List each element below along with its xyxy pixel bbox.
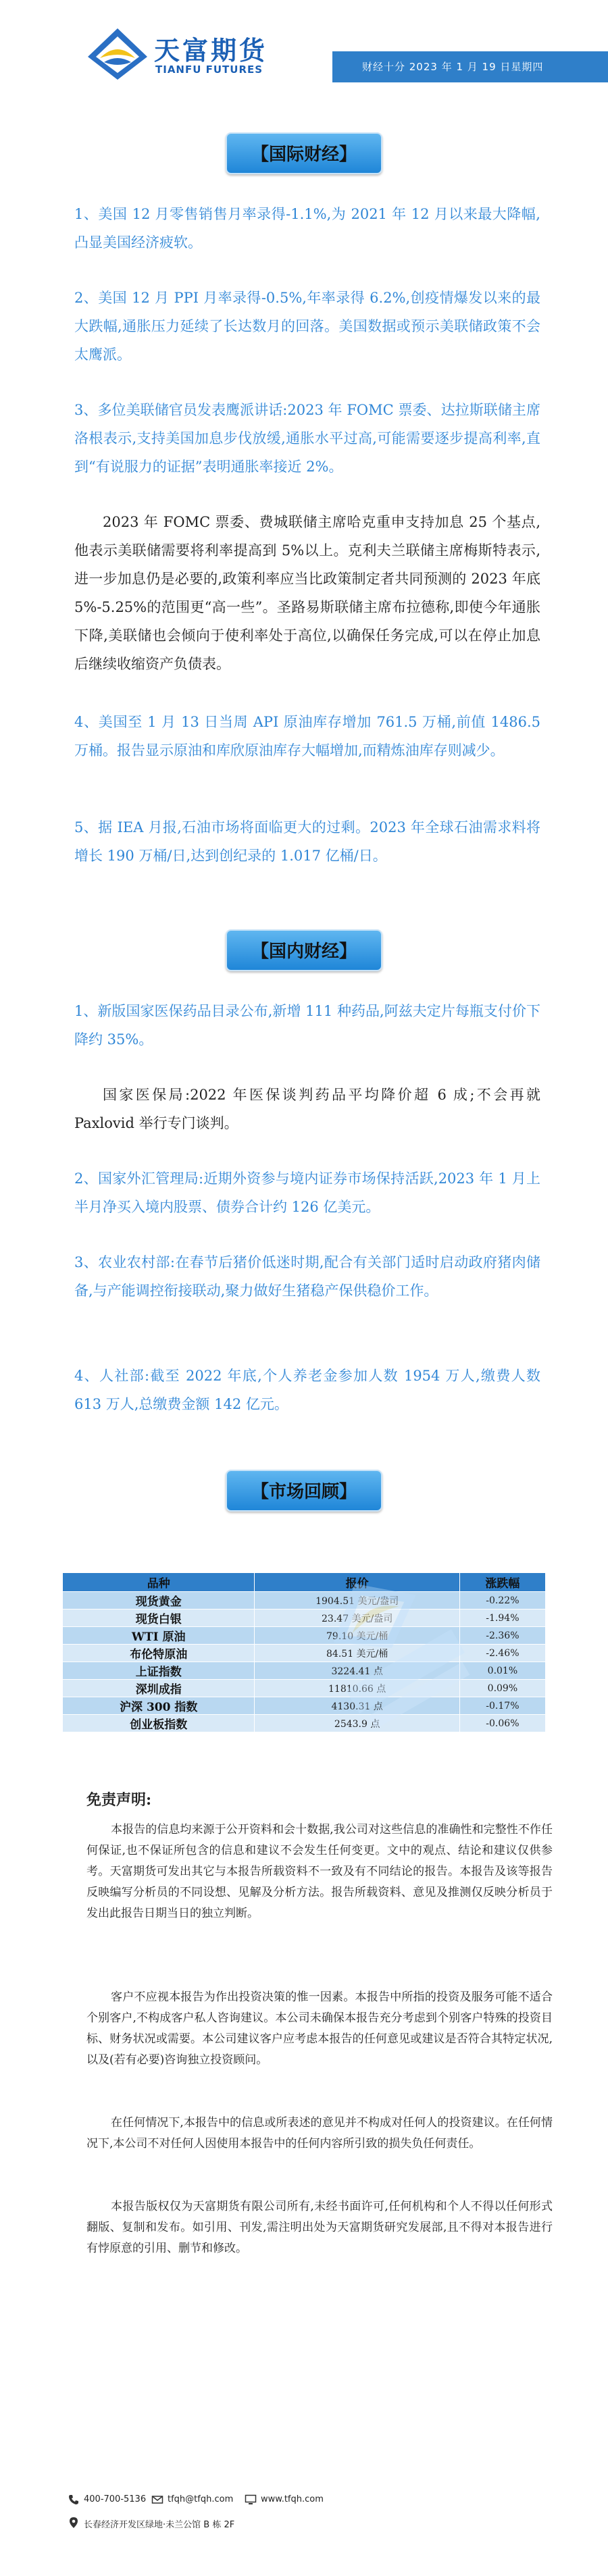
instrument-name: 深圳成指 <box>63 1680 255 1697</box>
domestic-news-1: 1、新版国家医保药品目录公布,新增 111 种药品,阿兹夫定片每瓶支付价下降约 35%。 <box>74 1003 540 1048</box>
footer-website[interactable]: www.tfqh.com <box>261 2494 324 2504</box>
disclaimer-paragraph-1: 本报告的信息均来源于公开资料和会十数据,我公司对这些信息的准确性和完整性不作任何保证,也不保证所包含的信息和建议不会发生任何变更。文中的观点、结论和建议仅供参考。天富期货可发出其它与本报告所载资料不一致及有不同结论的报告。本报告及该等报告反映编写分析员的不同设想、见解及分析方法。报告所载资料、意见及推测仅反映分析员于发出此报告日期当日的独立判断。 <box>86 1823 553 1920</box>
table-row <box>63 1662 546 1680</box>
intl-news-4: 4、美国至 1 月 13 日当周 API 原油库存增加 761.5 万桶,前值 1486.5 万桶。报告显示原油和库欣原油库存大幅增加,而精炼油库存则减少。 <box>74 714 540 758</box>
logo-english-name: TIANFU FUTURES <box>155 63 263 76</box>
disclaimer-paragraph-2: 客户不应视本报告为作出投资决策的惟一因素。本报告中所指的投资及服务可能不适合个别客户,不构成客户私人咨询建议。本公司未确保本报告充分考虑到个别客户特殊的投资目标、财务状况或需要。本公司建议客户应考虑本报告的任何意见或建议是否符合其特定状况,以及(若有必要)咨询独立投资顾问。 <box>86 1990 553 2067</box>
footer-address: 长春经济开发区绿地·未兰公馆 B 栋 2F <box>84 2520 235 2530</box>
footer-email[interactable]: tfqh@tfqh.com <box>168 2494 234 2504</box>
instrument-price: 1904.51 美元/盎司 <box>255 1592 459 1609</box>
footer-phone: 400-700-5136 <box>84 2494 147 2504</box>
instrument-name: 现货白银 <box>63 1609 255 1627</box>
table-row <box>63 1627 546 1645</box>
market-table-wrapper <box>62 1572 546 1732</box>
intl-news-2: 2、美国 12 月 PPI 月率录得-0.5%,年率录得 6.2%,创疫情爆发以来的最大跌幅,通胀压力延续了长达数月的回落。美国数据或预示美联储政策不会太鹰派。 <box>74 290 540 363</box>
instrument-change: -0.06% <box>459 1715 545 1732</box>
instrument-change: -1.94% <box>459 1609 545 1627</box>
instrument-price: 4130.31 点 <box>255 1697 459 1715</box>
intl-news-5: 5、据 IEA 月报,石油市场将面临更大的过剩。2023 年全球石油需求料将增长 190 万桶/日,达到创纪录的 1.017 亿桶/日。 <box>74 819 540 864</box>
instrument-price: 3224.41 点 <box>255 1662 459 1680</box>
location-pin-icon <box>68 2517 80 2529</box>
column-header-price: 报价 <box>255 1573 459 1592</box>
column-header-change: 涨跌幅 <box>459 1573 545 1592</box>
instrument-price: 2543.9 点 <box>255 1715 459 1732</box>
instrument-price: 11810.66 点 <box>255 1680 459 1697</box>
table-row <box>63 1715 546 1732</box>
table-header-row <box>63 1573 546 1592</box>
instrument-price: 84.51 美元/桶 <box>255 1645 459 1662</box>
instrument-price: 23.47 美元/盎司 <box>255 1609 459 1627</box>
instrument-change: -2.46% <box>459 1645 545 1662</box>
section-title-market: 【市场回顾】 <box>226 1470 382 1512</box>
logo-chinese-name: 天富期货 <box>154 36 268 66</box>
email-icon <box>151 2494 163 2506</box>
disclaimer-paragraph-3: 在任何情况下,本报告中的信息或所表述的意见并不构成对任何人的投资建议。在任何情况下,本公司不对任何人因使用本报告中的任何内容所引致的损失负任何责任。 <box>86 2116 553 2150</box>
instrument-name: 现货黄金 <box>63 1592 255 1609</box>
page-header <box>0 0 608 105</box>
logo-mark-icon <box>86 27 149 81</box>
company-logo <box>86 27 330 81</box>
market-review-table <box>62 1572 546 1732</box>
disclaimer-title: 免责声明: <box>86 1791 152 1809</box>
intl-news-1: 1、美国 12 月零售销售月率录得-1.1%,为 2021 年 12 月以来最大降幅,凸显美国经济疲软。 <box>74 206 540 251</box>
domestic-news-3: 3、农业农村部:在春节后猪价低迷时期,配合有关部门适时启动政府猪肉储备,与产能调控衔接联动,聚力做好生猪稳产保供稳价工作。 <box>74 1254 540 1299</box>
instrument-change: -0.22% <box>459 1592 545 1609</box>
monitor-icon <box>245 2494 257 2506</box>
column-header-name: 品种 <box>63 1573 255 1592</box>
instrument-name: 创业板指数 <box>63 1715 255 1732</box>
section-title-international: 【国际财经】 <box>226 132 382 174</box>
instrument-name: WTI 原油 <box>63 1627 255 1645</box>
instrument-name: 布伦特原油 <box>63 1645 255 1662</box>
intl-news-3: 3、多位美联储官员发表鹰派讲话:2023 年 FOMC 票委、达拉斯联储主席洛根表示,支持美国加息步伐放缓,通胀水平过高,可能需要逐步提高利率,直到“有说服力的证据”表明通胀率接近 2%。 <box>74 402 540 475</box>
table-row <box>63 1609 546 1627</box>
domestic-news-4: 4、人社部:截至 2022 年底,个人养老金参加人数 1954 万人,缴费人数 613 万人,总缴费金额 142 亿元。 <box>74 1368 540 1412</box>
date-text: 财经十分 2023 年 1 月 19 日星期四 <box>362 61 544 73</box>
phone-icon <box>68 2494 80 2506</box>
instrument-price: 79.10 美元/桶 <box>255 1627 459 1645</box>
domestic-news-1-detail: 国家医保局:2022 年医保谈判药品平均降价超 6 成;不会再就 Paxlovid 举行专门谈判。 <box>74 1087 540 1131</box>
date-banner <box>332 51 608 82</box>
domestic-news-2: 2、国家外汇管理局:近期外资参与境内证券市场保持活跃,2023 年 1 月上半月净买入境内股票、债券合计约 126 亿美元。 <box>74 1170 540 1215</box>
section-title-domestic: 【国内财经】 <box>226 929 382 971</box>
instrument-name: 沪深 300 指数 <box>63 1697 255 1715</box>
page-footer <box>0 2479 608 2576</box>
instrument-change: 0.01% <box>459 1662 545 1680</box>
instrument-change: -0.17% <box>459 1697 545 1715</box>
table-row <box>63 1680 546 1697</box>
intl-news-3-detail: 2023 年 FOMC 票委、费城联储主席哈克重申支持加息 25 个基点,他表示美联储需要将利率提高到 5%以上。克利夫兰联储主席梅斯特表示,进一步加息仍是必要的,政策利率应当比政策制定者共同预测的 2023 年底 5%-5.25%的范围更“高一些”。圣路易斯联储主席布拉德称,即使今年通胀下降,美联储也会倾向于使利率处于高位,以确保任务完成,可以在停止加息后继续收缩资产负债表。 <box>74 514 540 672</box>
table-row <box>63 1592 546 1609</box>
table-row <box>63 1645 546 1662</box>
instrument-name: 上证指数 <box>63 1662 255 1680</box>
table-row <box>63 1697 546 1715</box>
instrument-change: -2.36% <box>459 1627 545 1645</box>
disclaimer-paragraph-4: 本报告版权仅为天富期货有限公司所有,未经书面许可,任何机构和个人不得以任何形式翻版、复制和发布。如引用、刊发,需注明出处为天富期货研究发展部,且不得对本报告进行有悖原意的引用、删节和修改。 <box>86 2200 553 2255</box>
instrument-change: 0.09% <box>459 1680 545 1697</box>
